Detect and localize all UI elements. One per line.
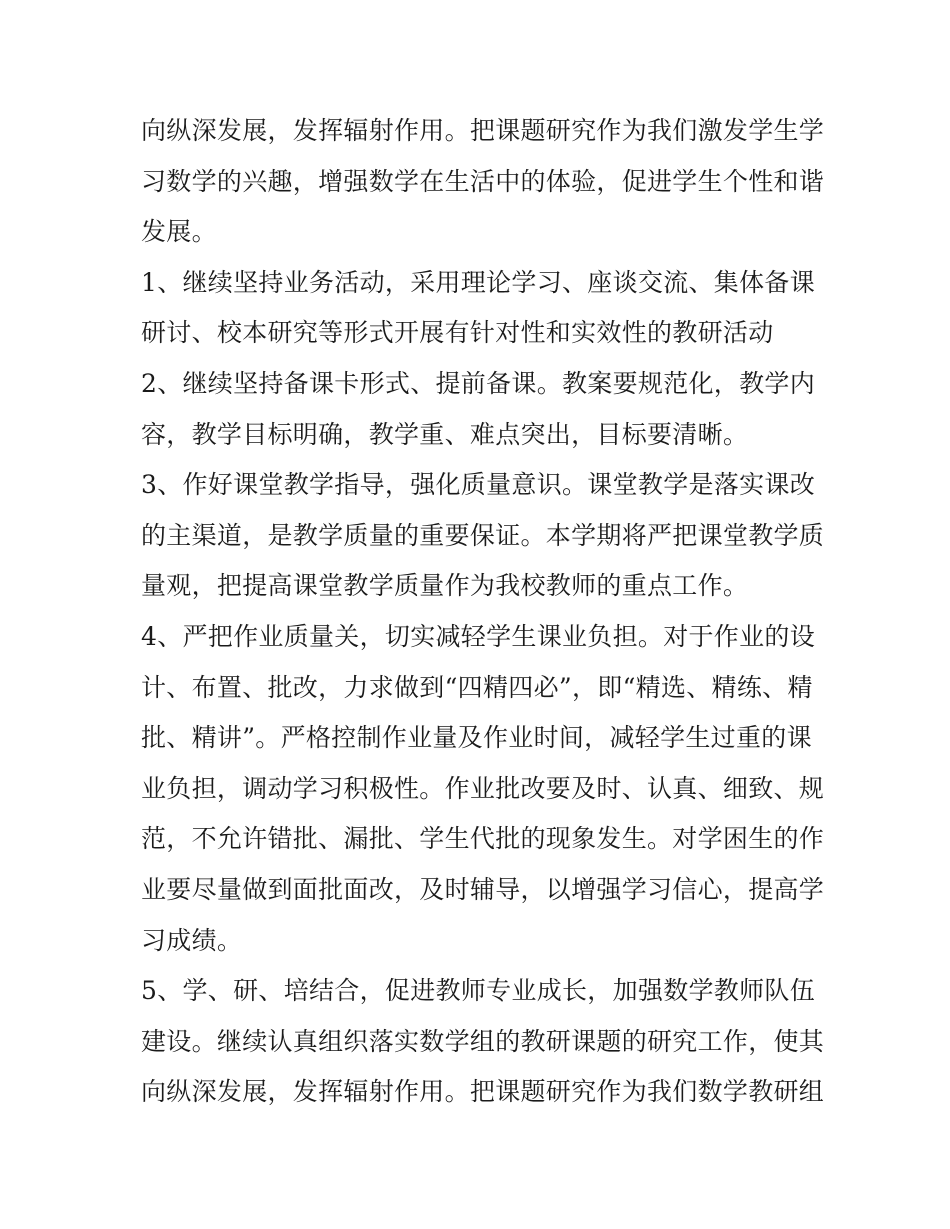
text-line: 业负担，调动学习积极性。作业批改要及时、认真、细致、规 xyxy=(141,773,825,803)
text-line: 批、精讲”。严格控制作业量及作业时间，减轻学生过重的课 xyxy=(141,723,812,753)
text-line: 习数学的兴趣，增强数学在生活中的体验，促进学生个性和谐 xyxy=(141,166,825,196)
text-line: 向纵深发展，发挥辐射作用。把课题研究作为我们激发学生学 xyxy=(141,116,825,145)
text-line: 2、继续坚持备课卡形式、提前备课。教案要规范化，教学内 xyxy=(141,368,816,398)
text-line: 1、继续坚持业务活动，采用理论学习、座谈交流、集体备课 xyxy=(141,267,816,297)
text-line: 3、作好课堂教学指导，强化质量意识。课堂教学是落实课改 xyxy=(141,470,816,500)
text-line: 发展。 xyxy=(141,217,217,247)
text-line: 容，教学目标明确，教学重、难点突出，目标要清晰。 xyxy=(141,419,749,449)
text-line: 习成绩。 xyxy=(141,925,243,955)
text-line: 建设。继续认真组织落实数学组的教研课题的研究工作，使其 xyxy=(141,1026,825,1056)
text-line: 向纵深发展，发挥辐射作用。把课题研究作为我们数学教研组 xyxy=(141,1077,825,1107)
text-line: 的主渠道，是教学质量的重要保证。本学期将严把课堂教学质 xyxy=(141,520,825,550)
body-text xyxy=(141,106,825,1118)
text-line: 计、布置、批改，力求做到“四精四必”，即“精选、精练、精 xyxy=(141,672,813,702)
text-line: 4、严把作业质量关，切实减轻学生课业负担。对于作业的设 xyxy=(141,621,816,651)
text-line: 5、学、研、培结合，促进教师专业成长，加强数学教师队伍 xyxy=(141,976,816,1006)
text-line: 业要尽量做到面批面改，及时辅导，以增强学习信心，提高学 xyxy=(141,874,825,904)
text-line: 范，不允许错批、漏批、学生代批的现象发生。对学困生的作 xyxy=(141,824,825,854)
text-line: 量观，把提高课堂教学质量作为我校教师的重点工作。 xyxy=(141,571,749,601)
text-line: 研讨、校本研究等形式开展有针对性和实效性的教研活动 xyxy=(141,318,774,348)
